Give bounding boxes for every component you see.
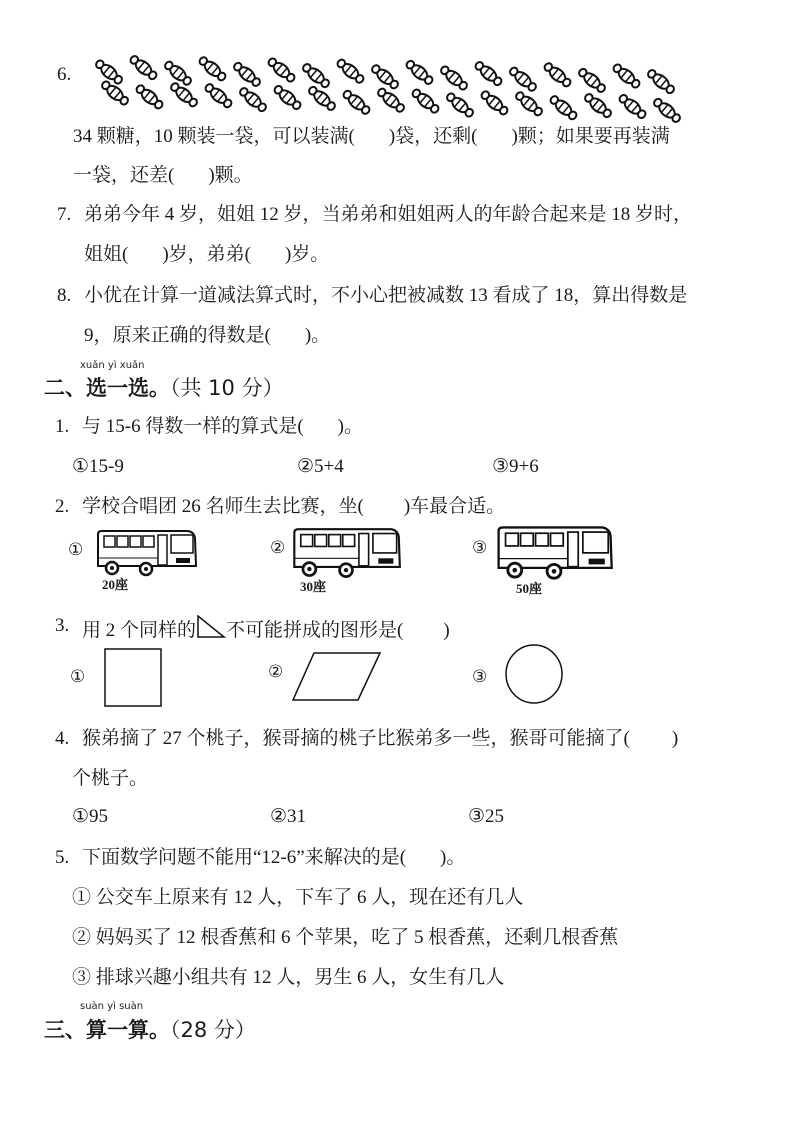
s2q4-option-2[interactable]: ②31 xyxy=(270,806,307,827)
q8-number: 8. xyxy=(57,285,72,306)
bus-seats-label-1: 20座 xyxy=(102,577,129,592)
s2q3-option-1[interactable] xyxy=(70,648,180,708)
s2q3-number: 3. xyxy=(55,615,70,636)
q8-text-b: )。 xyxy=(304,325,331,346)
s2q3-text-a: 用 2 个同样的 xyxy=(82,620,197,641)
option-marker-3: ③ xyxy=(472,667,488,687)
section2-heading xyxy=(44,372,284,402)
s2q2-text xyxy=(82,496,505,518)
s2q2-text-b: )车最合适。 xyxy=(403,496,506,517)
right-triangle-icon xyxy=(196,615,226,639)
bus-seats-label-2: 30座 xyxy=(300,579,327,594)
q7-number: 7. xyxy=(57,204,72,225)
q8-line1: 小优在计算一道减法算式时，不小心把被减数 13 看成了 18，算出得数是 xyxy=(84,285,688,306)
s2q4-number: 4. xyxy=(55,728,70,749)
s2q1-option-3[interactable]: ③9+6 xyxy=(492,456,539,477)
q7-text-a: 姐姐( xyxy=(84,244,129,265)
s2q3-option-2[interactable] xyxy=(268,652,398,702)
q7-text-c: )岁。 xyxy=(284,244,330,265)
q6-text-a: 34 颗糖，10 颗装一袋，可以装满( xyxy=(73,126,355,147)
s2q3-text-c: ) xyxy=(443,620,450,641)
s2q3-text-b: 不可能拼成的图形是( xyxy=(226,620,404,641)
section3-heading xyxy=(44,1014,256,1044)
option-marker-2: ② xyxy=(268,662,284,682)
bus-icon xyxy=(94,530,198,578)
s2q2-option-2[interactable] xyxy=(270,528,410,594)
s2q5-option-3[interactable]: ③ 排球兴趣小组共有 12 人，男生 6 人，女生有几人 xyxy=(72,967,505,988)
section2-pinyin: xuǎn yì xuǎn xyxy=(80,360,145,371)
section3-pinyin: suàn yì suàn xyxy=(80,1001,144,1012)
s2q1-option-2[interactable]: ②5+4 xyxy=(297,456,344,477)
option-marker-3: ③ xyxy=(472,538,488,558)
q6-line1 xyxy=(73,126,670,148)
q6-text-e: )颗。 xyxy=(208,165,253,186)
section3-score: （28 分） xyxy=(170,1018,256,1042)
s2q3-text xyxy=(82,615,450,642)
s2q2-option-3[interactable] xyxy=(472,526,622,596)
s2q1-option-1[interactable]: ①15-9 xyxy=(72,456,124,477)
s2q5-text-a: 下面数学问题不能用“12-6”来解决的是( xyxy=(82,847,407,868)
section2-score: （共 10 分） xyxy=(170,376,284,400)
s2q4-option-3[interactable]: ③25 xyxy=(468,806,505,827)
q6-number: 6. xyxy=(57,64,72,85)
option-marker-1: ① xyxy=(70,667,86,687)
s2q3-option-3[interactable] xyxy=(472,643,572,705)
q6-text-d: 一袋，还差( xyxy=(73,165,175,186)
option-marker-2: ② xyxy=(270,538,286,558)
bus-icon xyxy=(290,528,402,580)
bus-icon xyxy=(494,526,614,582)
q7-text-b: )岁，弟弟( xyxy=(162,244,251,265)
s2q2-text-a: 学校合唱团 26 名师生去比赛，坐( xyxy=(82,496,364,517)
s2q5-option-2[interactable]: ② 妈妈买了 12 根香蕉和 6 个苹果，吃了 5 根香蕉，还剩几根香蕉 xyxy=(72,927,619,948)
s2q2-option-1[interactable] xyxy=(68,530,208,590)
s2q4-text-b: ) xyxy=(671,728,679,749)
option-marker-1: ① xyxy=(68,540,84,560)
s2q2-number: 2. xyxy=(55,496,70,517)
s2q1-text-b: )。 xyxy=(337,416,363,437)
q6-text-b: )袋，还剩( xyxy=(388,126,478,147)
q6-line2 xyxy=(73,165,253,187)
s2q5-text xyxy=(82,847,465,869)
s2q5-number: 5. xyxy=(55,847,70,868)
s2q5-option-1[interactable]: ① 公交车上原来有 12 人，下车了 6 人，现在还有几人 xyxy=(72,887,524,908)
s2q5-text-b: )。 xyxy=(440,847,466,868)
q6-text-c: )颗；如果要再装满 xyxy=(511,126,670,147)
s2q1-text-a: 与 15-6 得数一样的算式是( xyxy=(82,416,304,437)
square-shape-icon xyxy=(104,648,164,708)
q7-line2 xyxy=(84,244,329,266)
section3-number: 三、 xyxy=(44,1018,86,1042)
candies-image xyxy=(95,50,685,125)
section2-title: 选一选。 xyxy=(86,376,170,400)
s2q4-line2: 个桃子。 xyxy=(72,768,149,789)
q8-text-a: 9，原来正确的得数是( xyxy=(84,325,271,346)
section3-title: 算一算。 xyxy=(86,1018,170,1042)
q8-line2 xyxy=(84,325,330,347)
candy-icon xyxy=(95,50,685,125)
s2q1-text xyxy=(82,416,363,438)
s2q4-line1 xyxy=(82,728,678,750)
section2-number: 二、 xyxy=(44,376,86,400)
s2q4-option-1[interactable]: ①95 xyxy=(72,806,109,827)
s2q1-number: 1. xyxy=(55,416,70,437)
s2q4-text-a: 猴弟摘了 27 个桃子，猴哥摘的桃子比猴弟多一些，猴哥可能摘了( xyxy=(82,728,630,749)
q7-line1: 弟弟今年 4 岁，姐姐 12 岁，当弟弟和姐姐两人的年龄合起来是 18 岁时， xyxy=(84,204,693,225)
parallelogram-shape-icon xyxy=(292,652,382,702)
bus-seats-label-3: 50座 xyxy=(516,581,543,596)
circle-shape-icon xyxy=(504,643,566,705)
